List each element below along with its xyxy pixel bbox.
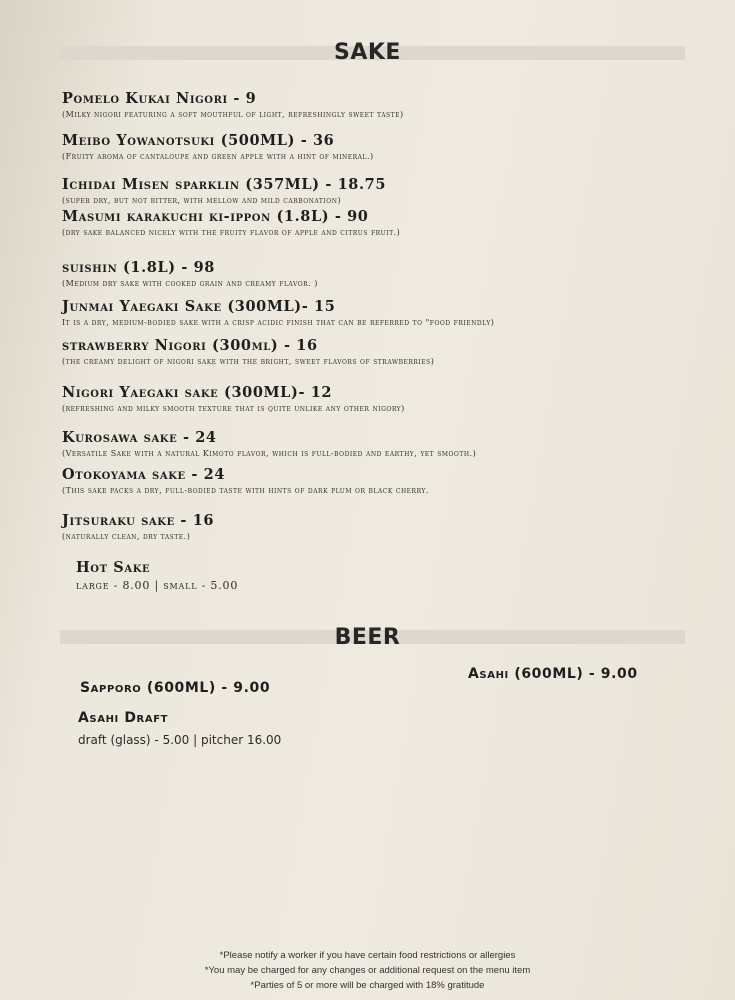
sake-item-name: Junmai Yaegaki Sake (300ML)- 15 [62, 298, 336, 315]
sake-item-name: strawberry Nigori (300ml) - 16 [62, 337, 318, 354]
sake-item [62, 90, 702, 119]
sake-item-name: Ichidai Misen sparklin (357ML) - 18.75 [62, 176, 387, 193]
sake-item-desc: (Milky nigori featuring a soft mouthful of light, refreshingly sweet taste) [62, 110, 404, 119]
asahi-draft-prices: draft (glass) - 5.00 | pitcher 16.00 [78, 733, 282, 747]
sake-item-desc: (refreshing and milky smooth texture that is quite unlike any other nigory) [62, 404, 405, 413]
sake-item [62, 208, 702, 237]
footnote: *You may be charged for any changes or additional request on the menu item [204, 965, 531, 976]
sake-item [62, 298, 702, 327]
sake-item-desc: (Fruity aroma of cantaloupe and green apple with a hint of mineral.) [62, 152, 374, 161]
asahi-draft-item: Asahi Draft [78, 710, 169, 726]
sake-item-desc: (super dry, but not bitter, with mellow and mild carbonation) [62, 196, 342, 205]
sake-item-name: Meibo Yowanotsuki (500ML) - 36 [62, 132, 335, 149]
footnote: *Parties of 5 or more will be charged with 18% gratitude [250, 980, 485, 991]
hot-sake-prices: large - 8.00 | small - 5.00 [76, 579, 239, 592]
sake-item [62, 429, 702, 458]
sake-item [62, 384, 702, 413]
footnote: *Please notify a worker if you have certain food restrictions or allergies [219, 950, 516, 961]
sake-section-title: SAKE [334, 40, 401, 65]
sake-item-name: Masumi karakuchi ki-ippon (1.8L) - 90 [62, 208, 369, 225]
asahi-item: Asahi (600ML) - 9.00 [468, 666, 638, 682]
sake-item [62, 259, 702, 288]
sake-item-name: Kurosawa sake - 24 [62, 429, 217, 446]
sake-item-desc: (naturally clean, dry taste.) [62, 532, 191, 541]
sake-item-name: Pomelo Kukai Nigori - 9 [62, 90, 257, 107]
sake-item-name: Jitsuraku sake - 16 [62, 512, 215, 529]
sake-item-name: Otokoyama sake - 24 [62, 466, 226, 483]
sapporo-item: Sapporo (600ML) - 9.00 [80, 680, 271, 696]
sake-item-desc: It is a dry, medium-bodied sake with a crisp acidic finish that can be referred to "food friendly) [62, 318, 495, 327]
sake-item-name: suishin (1.8L) - 98 [62, 259, 215, 276]
hot-sake-name: Hot Sake [76, 559, 151, 576]
sake-item [62, 466, 702, 495]
hot-sake-item [76, 559, 716, 592]
sake-item [62, 132, 702, 161]
sake-item-desc: (the creamy delight of nigori sake with the bright, sweet flavors of strawberries) [62, 357, 435, 366]
beer-section-title: BEER [334, 625, 401, 650]
sake-item [62, 512, 702, 541]
sake-item [62, 337, 702, 366]
sake-item-name: Nigori Yaegaki sake (300ML)- 12 [62, 384, 333, 401]
sake-item-desc: (Medium dry sake with cooked grain and creamy flavor. ) [62, 279, 318, 288]
sake-item [62, 176, 702, 205]
sake-item-desc: (dry sake balanced nicely with the fruity flavor of apple and citrus fruit.) [62, 228, 401, 237]
sake-item-desc: (This sake packs a dry, full-bodied taste with hints of dark plum or black cherry. [62, 486, 429, 495]
sake-item-desc: (Versatile Sake with a natural Kimoto flavor, which is full-bodied and earthy, yet smooth.) [62, 449, 477, 458]
